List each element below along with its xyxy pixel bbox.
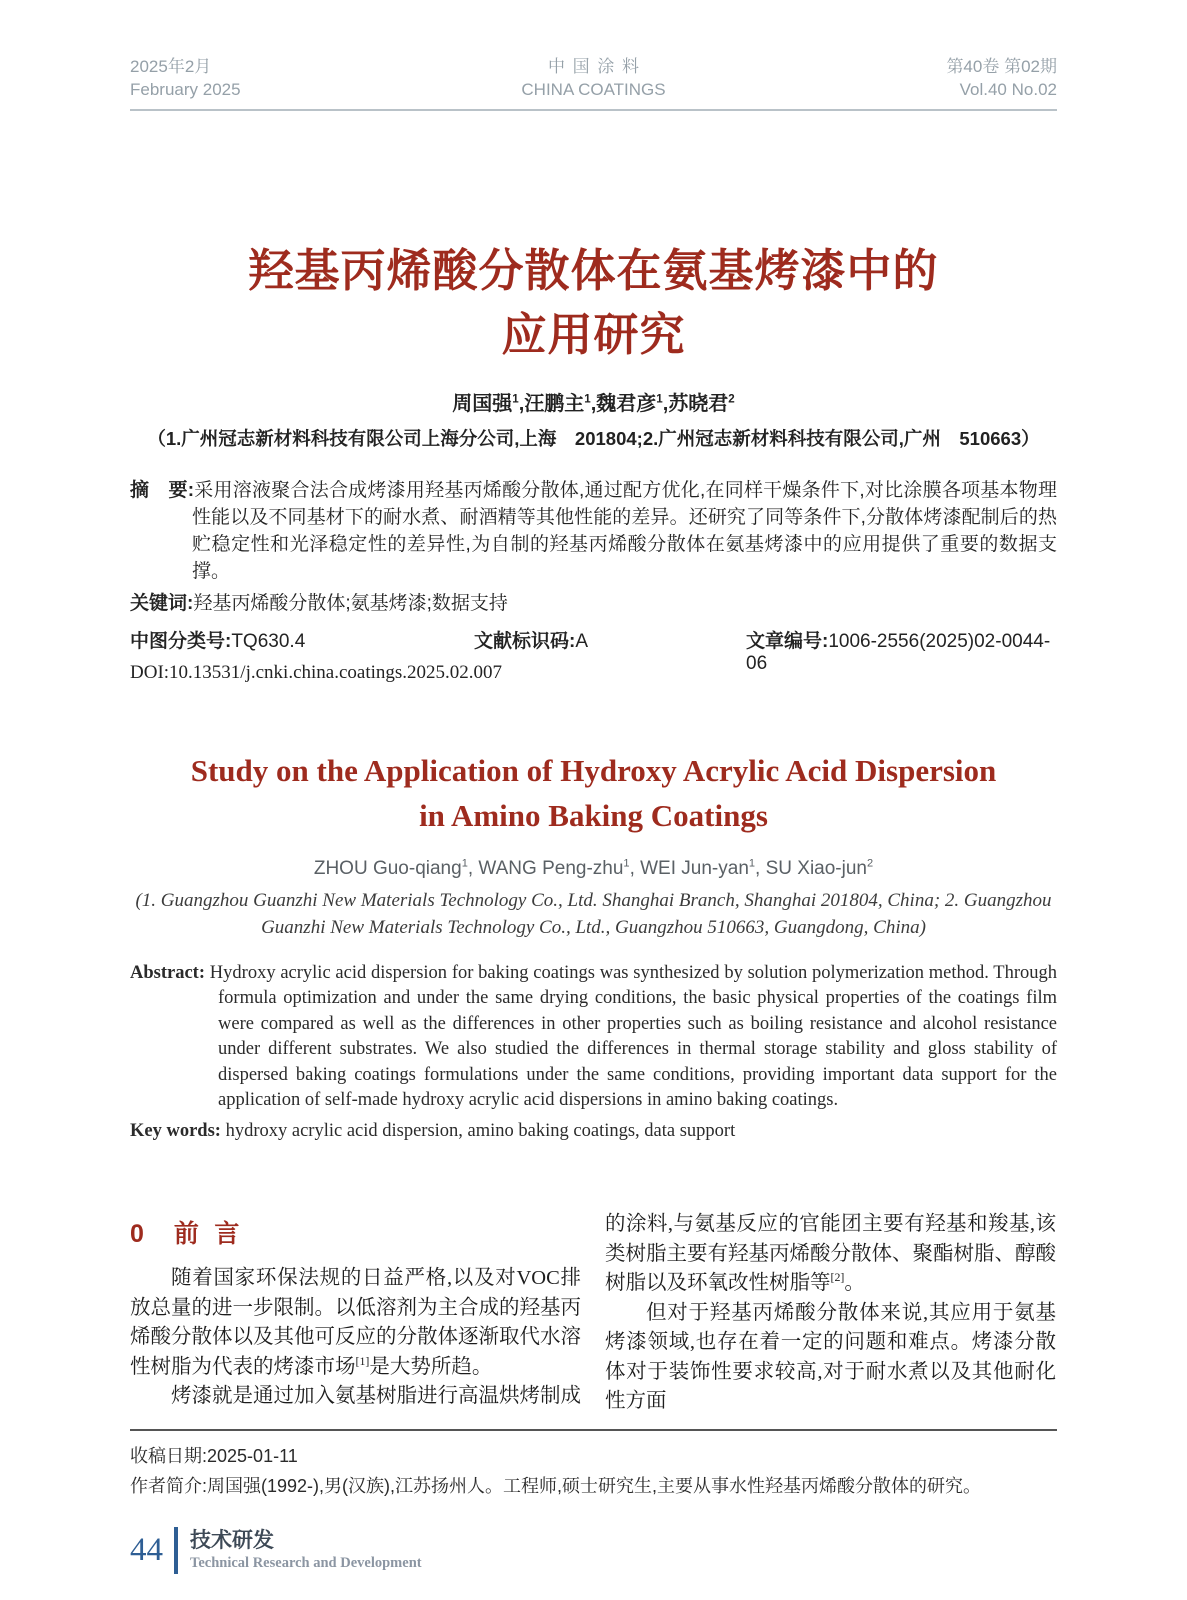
abstract-en-label: Abstract: [130,962,206,983]
header-date-en: February 2025 [130,79,241,99]
author-cn: 苏晓君$^2$ [668,392,735,415]
citation-ref-1: [1] [355,1354,370,1369]
header-journal-name-en: CHINA COATINGS [521,79,666,99]
author-en: SU Xiao-jun$^2$ [765,857,874,879]
author-cn: 周国强$^1$, [452,392,525,415]
authors-en [130,858,1057,880]
footer-column-cn: 技术研发 [190,1528,274,1552]
affiliation-en: (1. Guangzhou Guanzhi New Materials Technology Co., Ltd. Shanghai Branch, Shanghai 201804, China; 2. Guangzhou Guanzhi New Materials Technology Co., Ltd., Guangzhou 510663, Guangdong, China) [135,889,1052,938]
citation-ref-2: [2] [830,1270,845,1285]
clc-number: 中图分类号:TQ630.4 [130,630,306,652]
abstract-cn-text: 采用溶液聚合法合成烤漆用羟基丙烯酸分散体,通过配方优化,在同样干燥条件下,对比涂膜各项基本物理性能以及不同基材下的耐水煮、耐酒精等其他性能的差异。还研究了同等条件下,分散体烤漆配制后的热贮稳定性和光泽稳定性的差异性,为自制的羟基丙烯酸分散体在氨基烤漆中的应用提供了重要的数据支撑。 [192,479,1058,582]
author-cn: 汪鹏主$^1$, [524,392,597,415]
doi: DOI:10.13531/j.cnki.china.coatings.2025.02.007 [130,661,503,683]
article-title-cn-line1: 羟基丙烯酸分散体在氨基烤漆中的 [248,244,939,296]
keywords-cn-text: 羟基丙烯酸分散体;氨基烤漆;数据支持 [193,592,508,614]
header-journal-name-cn: 中国涂料 [548,57,647,76]
paragraph-2-right: 的涂料,与氨基反应的官能团主要有羟基和羧基,该类树脂主要有羟基丙烯酸分散体、聚酯树脂、醇酸树脂以及环氧改性树脂等[2]。 [605,1213,1056,1295]
header-issue-cn: 第40卷 第02期 [946,57,1057,76]
abstract-en [130,961,1057,1114]
journal-header [130,56,1057,111]
authors-cn [130,387,1057,416]
keywords-en-text: hydroxy acrylic acid dispersion, amino baking coatings, data support [225,1120,736,1141]
header-date-cn: 2025年2月 [130,57,212,76]
article-title-en-line1: Study on the Application of Hydroxy Acrylic Acid Dispersion [190,752,997,788]
footer-column-en: Technical Research and Development [190,1554,422,1571]
section-title: 前言 [173,1220,255,1249]
page-footer [130,1527,1057,1574]
document-code: 文献标识码:A [474,630,589,652]
section-heading-0 [130,1214,581,1250]
body-columns [130,1210,1057,1417]
header-date [130,56,241,102]
author-en: WEI Jun-yan$^1$, [640,857,766,879]
article-title-cn-line2: 应用研究 [501,308,686,360]
article-id: 文章编号:1006-2556(2025)02-0044-06 [746,630,1051,674]
keywords-en [130,1119,1057,1145]
footnote [130,1429,1057,1501]
header-issue [946,56,1057,102]
author-cn: 魏君彦$^1$, [596,392,669,415]
body-column-left [130,1210,581,1417]
article-title-en-line2: in Amino Baking Coatings [419,797,768,833]
abstract-cn [130,477,1057,585]
abstract-cn-label: 摘 要: [130,479,195,501]
article-title-cn [130,239,1057,367]
abstract-en-text: Hydroxy acrylic acid dispersion for baking coatings was synthesized by solution polymerization method. Through formula optimization and under the same drying conditions, the basic physical properties of the coatings film were compared as well as the differences in other properties such as boiling resistance and alcohol resistance under different substrates. We also studied the differences in thermal storage stability and gloss stability of dispersed baking coatings formulations under the same conditions, providing important data support for the application of self-made hydroxy acrylic acid dispersions in amino baking coatings. [209,962,1057,1111]
keywords-cn-label: 关键词: [130,592,194,614]
article-title-en [130,748,1057,838]
header-journal-name [521,56,665,102]
author-en: ZHOU Guo-qiang$^1$, [313,857,479,879]
keywords-cn [130,590,1057,617]
keywords-en-label: Key words: [130,1120,221,1141]
affiliation-cn: （1.广州冠志新材料科技有限公司上海分公司,上海 201804;2.广州冠志新材料科技有限公司,广州 510663） [147,427,1040,449]
body-column-right [605,1210,1056,1417]
paragraph-1: 随着国家环保法规的日益严格,以及对VOC排放总量的进一步限制。以低溶剂为主合成的羟基丙烯酸分散体以及其他可反应的分散体逐渐取代水溶性树脂为代表的烤漆市场[1]是大势所趋。 [130,1267,581,1378]
section-number: 0 [130,1220,144,1249]
header-issue-en: Vol.40 No.02 [959,79,1057,99]
page-number: 44 [130,1531,163,1568]
author-bio: 作者简介:周国强(1992-),男(汉族),江苏扬州人。工程师,硕士研究生,主要从事水性羟基丙烯酸分散体的研究。 [130,1475,982,1496]
footer-column-name [190,1528,422,1573]
received-date: 收稿日期:2025-01-11 [130,1445,298,1466]
paragraph-3: 但对于羟基丙烯酸分散体来说,其应用于氨基烤漆领域,也存在着一定的问题和难点。烤漆分散体对于装饰性要求较高,对于耐水煮以及其他耐化性方面 [605,1301,1056,1413]
paragraph-2-left: 烤漆就是通过加入氨基树脂进行高温烘烤制成 [171,1385,581,1408]
footer-divider-bar [174,1527,178,1574]
author-en: WANG Peng-zhu$^1$, [478,857,641,879]
